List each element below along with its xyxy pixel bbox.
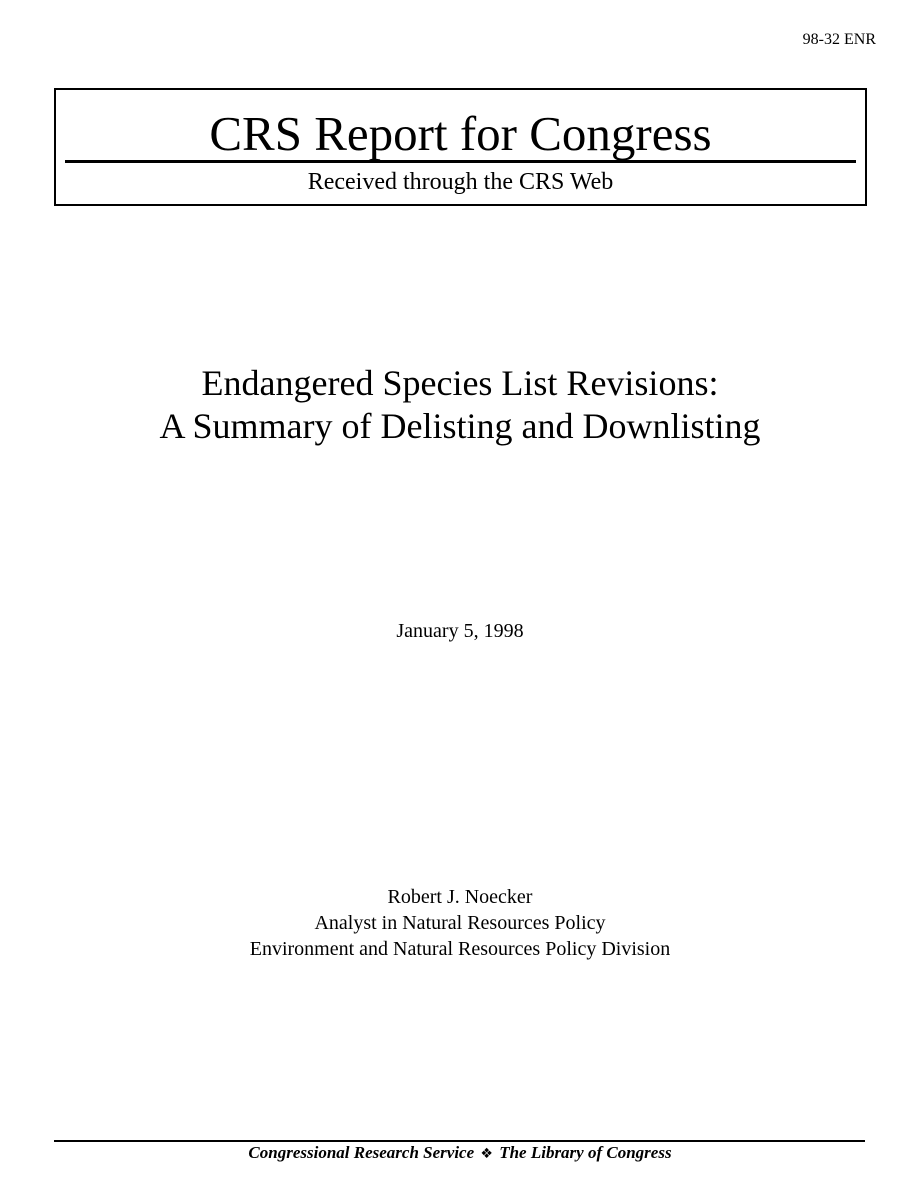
report-title-line-2: A Summary of Delisting and Downlisting [159, 406, 761, 446]
footer-crs: Congressional Research Service [248, 1143, 475, 1162]
header-box [54, 88, 867, 206]
author-name: Robert J. Noecker [387, 886, 533, 908]
report-title [0, 362, 920, 448]
author-division: Environment and Natural Resources Policy Division [249, 938, 671, 960]
diamond-icon: ❖ [480, 1146, 493, 1162]
report-number: 98-32 ENR [802, 31, 876, 48]
header-title: CRS Report for Congress [209, 106, 712, 161]
header-subtitle: Received through the CRS Web [307, 169, 614, 195]
author-block [0, 884, 920, 962]
author-position: Analyst in Natural Resources Policy [314, 912, 606, 934]
footer-library: The Library of Congress [499, 1143, 672, 1162]
header-divider [65, 160, 856, 163]
footer-divider [54, 1140, 865, 1142]
footer [0, 1143, 920, 1164]
report-title-line-1: Endangered Species List Revisions: [201, 363, 719, 403]
report-date: January 5, 1998 [396, 620, 524, 642]
